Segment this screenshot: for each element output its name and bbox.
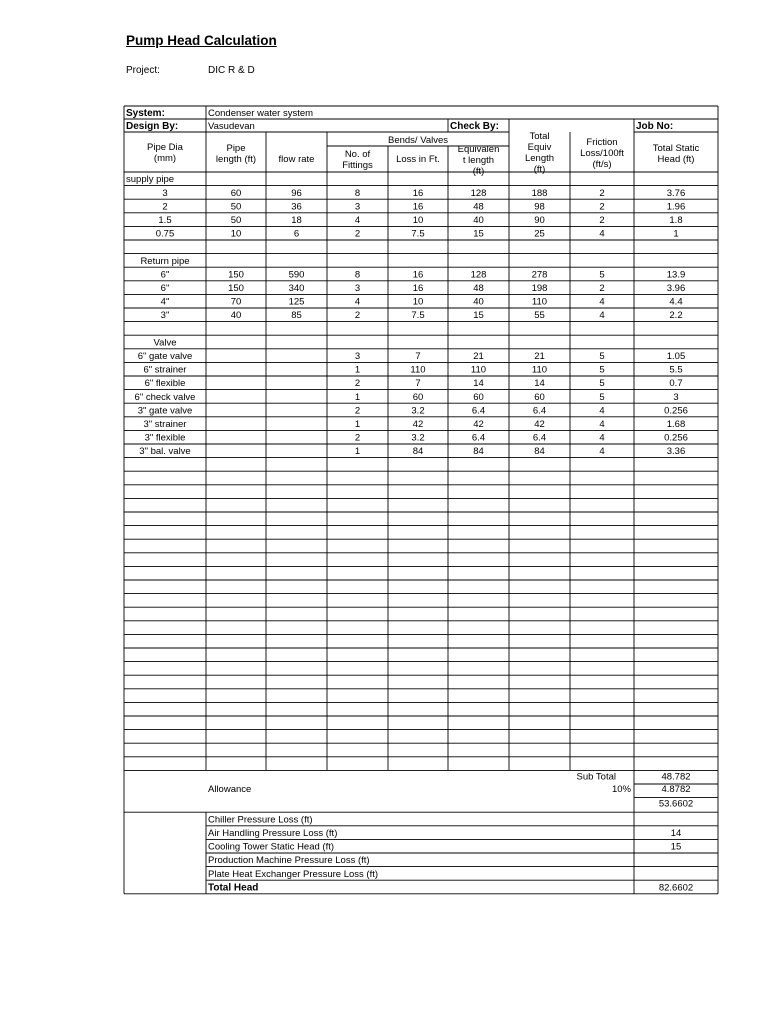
table-cell: 0.256 [664, 432, 688, 444]
table-cell: 278 [531, 269, 548, 281]
table-cell: 10 [412, 215, 424, 226]
table-cell: 2 [599, 201, 605, 213]
table-cell: 6 [293, 228, 300, 240]
document-title: Pump Head Calculation [126, 33, 277, 48]
table-cell: 6" [160, 269, 170, 281]
header-total-equiv: Length [524, 153, 555, 164]
table-cell: 60 [534, 391, 545, 403]
table-cell: 3.2 [411, 432, 425, 444]
design-by-value: Vasudevan [208, 121, 255, 132]
table-cell: 7 [415, 351, 421, 362]
header-total-equiv: (ft) [533, 164, 546, 175]
table-cell: 8 [354, 187, 361, 199]
table-cell: 5 [599, 351, 605, 362]
table-cell: 2.2 [669, 310, 683, 322]
table-cell: 10 [412, 296, 424, 308]
table-cell: 96 [291, 187, 302, 199]
table-cell: 6" strainer [143, 364, 187, 376]
header-bends-valves: Bends/ Valves [387, 135, 449, 146]
table-cell: 60 [412, 391, 424, 403]
table-cell: 21 [473, 351, 484, 362]
summary-line-label: Plate Heat Exchanger Pressure Loss (ft) [208, 868, 379, 880]
header-friction: Loss/100ft [580, 148, 624, 159]
table-cell: 125 [288, 296, 305, 308]
table-cell: 2 [599, 215, 605, 226]
table-cell: 1 [354, 419, 361, 430]
header-friction: (ft/s) [592, 159, 612, 170]
header-no-fittings: No. of [344, 149, 371, 160]
header-equiv-length: Equivalen [457, 144, 500, 155]
table-cell: 6" check valve [134, 391, 196, 403]
table-cell: 2 [354, 405, 361, 417]
allowance-pct: 10% [611, 784, 631, 795]
table-cell: 3.36 [666, 446, 686, 458]
table-cell: 4.4 [669, 296, 683, 308]
header-equiv-length: t length [462, 155, 495, 166]
table-cell: 1.68 [666, 419, 686, 430]
table-cell: 60 [230, 187, 242, 199]
table-cell: 0.256 [664, 405, 688, 417]
sub-total-label: Sub Total [576, 771, 616, 783]
table-cell: 150 [228, 283, 244, 294]
summary-line-label: Air Handling Pressure Loss (ft) [208, 828, 338, 839]
combined-value: 53.6602 [658, 798, 694, 810]
table-cell: 3" bal. valve [139, 446, 191, 458]
header-no-fittings: Fittings [342, 160, 373, 171]
table-cell: 70 [230, 296, 242, 308]
table-cell: 1.8 [669, 215, 683, 226]
table-cell: 4 [599, 228, 605, 240]
section-label: supply pipe [126, 174, 175, 186]
table-cell: 7 [415, 378, 421, 390]
table-cell: 42 [534, 419, 545, 430]
table-cell: 13.9 [666, 269, 686, 281]
table-cell: 5 [599, 391, 605, 403]
summary-line-label: Cooling Tower Static Head (ft) [208, 841, 335, 853]
table-cell: 3.76 [666, 187, 686, 199]
table-cell: 4" [160, 296, 170, 308]
table-cell: 2 [354, 378, 361, 390]
table-cell: 110 [410, 364, 426, 376]
header-total-equiv: Total [529, 131, 550, 142]
table-cell: 4 [599, 310, 605, 322]
table-cell: 6.4 [532, 432, 547, 444]
summary-line-value: 14 [670, 828, 682, 839]
table-cell: 84 [412, 446, 424, 458]
table-cell: 4 [354, 215, 361, 226]
table-cell: 98 [534, 201, 545, 213]
table-cell: 90 [534, 215, 545, 226]
table-cell: 50 [230, 201, 242, 213]
table-cell: 48 [473, 283, 484, 294]
table-cell: 128 [470, 269, 487, 281]
table-cell: 110 [531, 296, 548, 308]
table-cell: 590 [288, 269, 305, 281]
allowance-label: Allowance [208, 784, 252, 795]
total-head-value: 82.6602 [658, 882, 694, 894]
table-cell: 40 [473, 215, 484, 226]
table-cell: 84 [473, 446, 484, 458]
table-cell: 4 [599, 446, 605, 458]
project-value: DIC R & D [208, 65, 255, 76]
table-cell: 85 [291, 310, 302, 322]
job-no-label: Job No: [636, 121, 674, 132]
system-value: Condenser water system [208, 108, 314, 119]
table-cell: 3.2 [411, 405, 425, 417]
table-cell: 5 [599, 364, 605, 376]
table-cell: 1 [354, 446, 361, 458]
table-cell: 1 [673, 228, 679, 240]
table-cell: 110 [531, 364, 548, 376]
table-cell: 340 [288, 283, 305, 294]
table-cell: 18 [291, 215, 302, 226]
table-cell: 84 [534, 446, 545, 458]
table-cell: 4 [354, 296, 361, 308]
table-cell: 3" strainer [143, 419, 187, 430]
table-cell: 2 [354, 310, 361, 322]
section-label: Return pipe [140, 255, 190, 267]
table-cell: 1 [354, 364, 361, 376]
table-cell: 40 [473, 296, 484, 308]
table-cell: 2 [354, 432, 361, 444]
table-cell: 188 [531, 187, 548, 199]
table-cell: 3 [354, 351, 361, 362]
table-cell: 4 [599, 296, 605, 308]
table-cell: 3 [673, 391, 679, 403]
project-label: Project: [126, 65, 160, 76]
header-loss-ft: Loss in Ft. [396, 154, 440, 165]
table-cell: 42 [412, 419, 424, 430]
table-cell: 3 [162, 187, 168, 199]
header-flow-rate: flow rate [278, 154, 315, 165]
table-cell: 3.96 [666, 283, 686, 294]
table-cell: 42 [473, 419, 484, 430]
table-cell: 2 [162, 201, 168, 213]
table-cell: 6.4 [471, 432, 486, 444]
table-cell: 198 [531, 283, 548, 294]
table-cell: 55 [534, 310, 545, 322]
table-cell: 8 [354, 269, 361, 281]
table-cell: 14 [473, 378, 484, 390]
table-cell: 21 [534, 351, 545, 362]
table-cell: 60 [473, 391, 484, 403]
table-cell: 10 [230, 228, 242, 240]
table-cell: 15 [473, 228, 484, 240]
summary-line-value: 15 [670, 841, 682, 853]
sub-total-value: 48.782 [661, 771, 691, 783]
table-cell: 36 [291, 201, 302, 213]
header-static-head: Total Static [652, 143, 700, 154]
header-static-head: Head (ft) [657, 154, 695, 165]
table-cell: 150 [228, 269, 244, 281]
table-cell: 2 [354, 228, 361, 240]
table-cell: 7.5 [411, 228, 425, 240]
table-cell: 3" gate valve [137, 405, 193, 417]
table-cell: 3" [160, 310, 170, 322]
table-cell: 1.96 [666, 201, 686, 213]
header-equiv-length: (ft) [472, 166, 485, 177]
table-cell: 6.4 [471, 405, 486, 417]
table-cell: 5 [599, 378, 605, 390]
table-cell: 4 [599, 419, 605, 430]
allowance-value: 4.8782 [661, 784, 691, 795]
table-cell: 6" gate valve [137, 351, 193, 362]
table-cell: 4 [599, 432, 605, 444]
table-cell: 6.4 [532, 405, 547, 417]
table-cell: 25 [534, 228, 545, 240]
system-label: System: [126, 108, 165, 119]
header-friction: Friction [586, 137, 618, 148]
table-cell: 110 [470, 364, 487, 376]
table-cell: 15 [473, 310, 484, 322]
table-cell: 5.5 [669, 364, 683, 376]
table-cell: 40 [230, 310, 242, 322]
table-cell: 6" flexible [144, 378, 186, 390]
summary-line-label: Production Machine Pressure Loss (ft) [208, 855, 370, 867]
table-cell: 3 [354, 283, 361, 294]
table-cell: 1 [354, 391, 361, 403]
table-cell: 0.7 [669, 378, 683, 390]
header-total-equiv: Equiv [527, 142, 552, 153]
table-cell: 16 [412, 269, 424, 281]
header-pipe-length: Pipe [226, 143, 246, 154]
table-cell: 0.75 [155, 228, 175, 240]
table-cell: 1.05 [666, 351, 686, 362]
table-cell: 3 [354, 201, 361, 213]
design-by-label: Design By: [126, 121, 179, 132]
section-label: Valve [153, 337, 177, 349]
table-cell: 128 [470, 187, 487, 199]
table-cell: 2 [599, 187, 605, 199]
table-cell: 16 [412, 201, 424, 213]
table-cell: 4 [599, 405, 605, 417]
total-head-label: Total Head [208, 882, 259, 894]
table-cell: 5 [599, 269, 605, 281]
table-cell: 14 [534, 378, 545, 390]
table-cell: 6" [160, 283, 170, 294]
table-cell: 7.5 [411, 310, 425, 322]
table-cell: 48 [473, 201, 484, 213]
table-cell: 50 [230, 215, 242, 226]
header-pipe-dia: (mm) [153, 153, 177, 164]
table-cell: 16 [412, 187, 424, 199]
header-pipe-length: length (ft) [215, 154, 257, 165]
table-cell: 2 [599, 283, 605, 294]
summary-line-label: Chiller Pressure Loss (ft) [208, 814, 313, 826]
table-cell: 1.5 [158, 215, 172, 226]
header-pipe-dia: Pipe Dia [147, 142, 183, 153]
table-cell: 16 [412, 283, 424, 294]
table-cell: 3" flexible [144, 432, 186, 444]
check-by-label: Check By: [450, 121, 499, 132]
